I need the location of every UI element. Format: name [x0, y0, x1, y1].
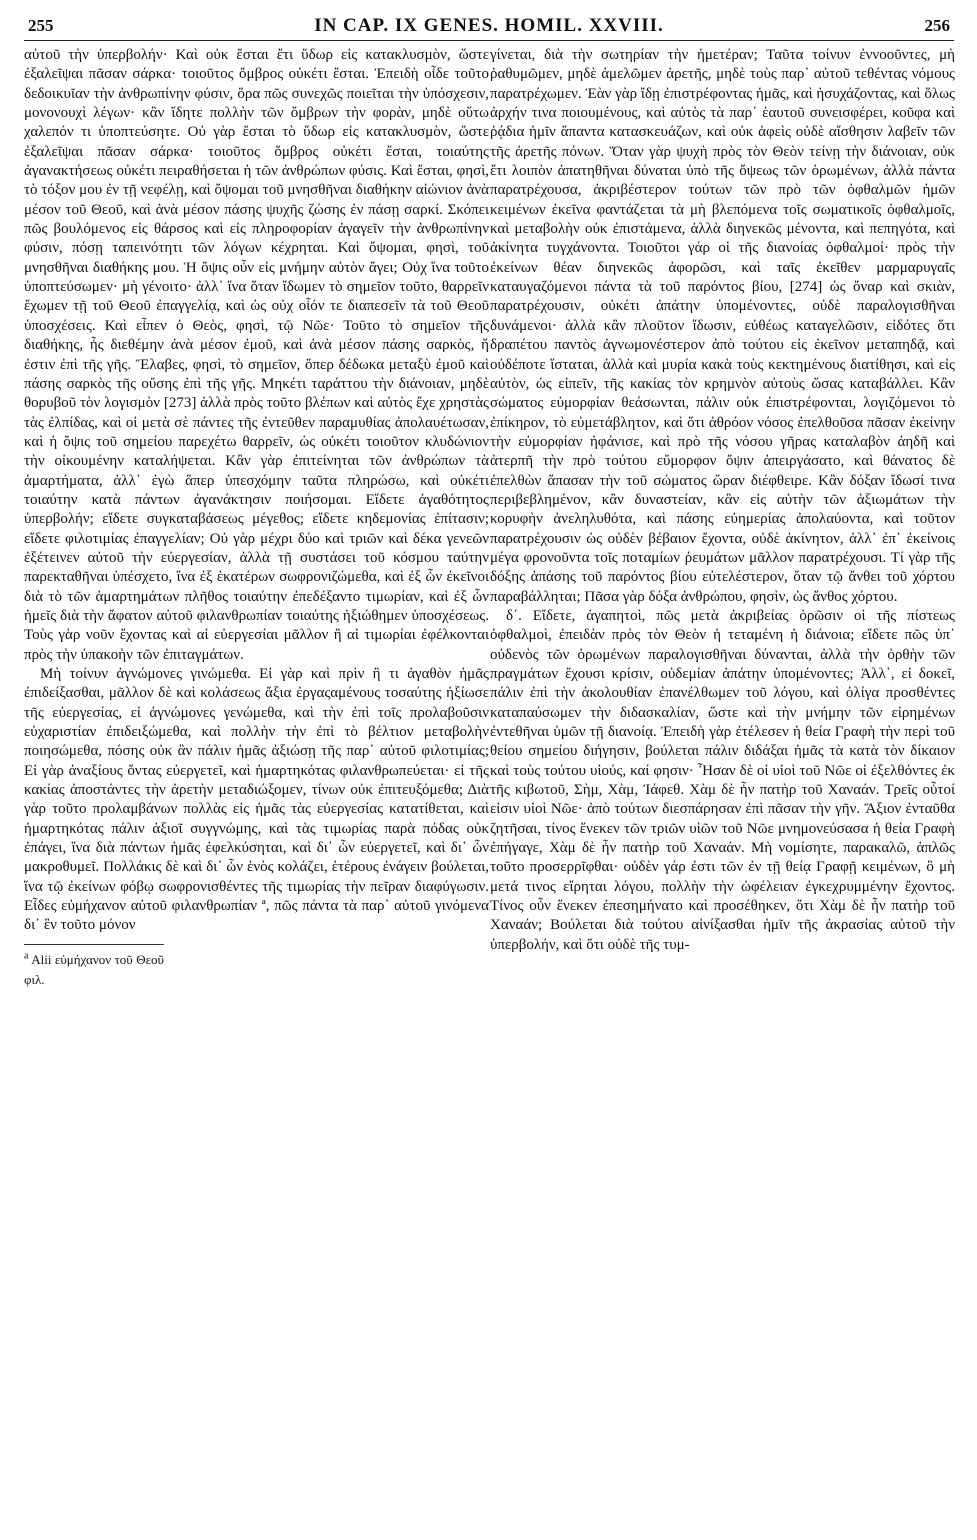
right-page-number: 256	[924, 16, 950, 35]
left-column	[24, 46, 489, 1526]
paragraph: δ΄. Εἴδετε, ἀγαπητοὶ, πῶς μετὰ ἀκριβείας ὁρῶσιν οἱ τῆς πίστεως ὀφθαλμοὶ, ἐπειδὰν πρὸς τὸν Θεὸν ἡ τεταμένη ἡ διάνοια; εἴδετε πῶς ὑπ᾿ οὐδενὸς τῶν ὁρωμένων παραλογισθῆναι δύνανται, ἀλλὰ τὴν ὀρθὴν τῶν πραγμάτων ἔχουσι κρίσιν, οὐδεμίαν ἀπάτην ὑπομένοντες; Ἀλλ᾿, εἰ δοκεῖ, πάλιν ἐπὶ τὴν ἀκολουθίαν ἐπανέλθωμεν τοῦ λόγου, καὶ ὀλίγα προσθέντες καταπαύσωμεν τὴν διδασκαλίαν, ὥστε καὶ τὴν μνήμην τῶν εἰρημένων ἐντεθῆναι ὑμῶν τῇ διανοίᾳ. Ἐπειδὴ γὰρ ἐτέλεσεν ἡ θεία Γραφὴ τὴν περὶ τοῦ θείου σημείου διήγησιν, βούλεται πάλιν διδάξαι ἡμᾶς τὰ κατὰ τὸν δίκαιον καὶ τοὺς τούτου υἱούς, καί φησιν· Ἦσαν δὲ οἱ υἱοὶ τοῦ Νῶε οἱ ἐξελθόντες ἐκ τῆς κιβωτοῦ, Σὴμ, Χὰμ, Ἰάφεθ. Χὰμ δὲ ἦν πατὴρ τοῦ Χαναάν. Τρεῖς οὗτοί εἰσιν υἱοὶ Νῶε· ἀπὸ τούτων διεσπάρησαν ἐπὶ πᾶσαν τὴν γῆν. Ἄξιον ἐνταῦθα ζητῆσαι, τίνος ἕνεκεν τῶν τριῶν υἱῶν τοῦ Νῶε μνημονεύσασα ἡ θεία Γραφὴ ἐπήγαγε, Χὰμ δὲ ἦν πατὴρ τοῦ Χαναάν. Μὴ νομίσητε, παρακαλῶ, ἁπλῶς τοῦτο προσερρῖφθαι· οὐδὲν γάρ ἐστι τῶν ἐν τῇ θείᾳ Γραφῇ κειμένων, ὃ μὴ μετά τινος εἴρηται λόγου, πολλὴν τὴν ὠφέλειαν ἐγκεχρυμμένην ἔχοντος. Τίνος οὖν ἕνεκεν ἐπεσημήνατο καὶ προσέθηκεν, ὅτι Χὰμ δὲ ἦν πατὴρ τοῦ Χαναάν; Βούλεται διὰ τούτου αἰνίξασθαι ἡμῖν τῆς ἀκρασίας αὐτοῦ τὴν ὑπερβολήν, καὶ ὅτι οὐδὲ τῆς τυμ-	[490, 607, 955, 953]
paragraph: αὐτοῦ τὴν ὑπερβολήν· Καὶ οὐκ ἔσται ἔτι ὕδωρ εἰς κατακλυσμὸν, ὥστε ἐξαλεῖψαι πᾶσαν σάρκα· τοιοῦτος ὄμβρος οὐκέτι ἔσται. Ἐπειδὴ οἶδε τοῦτο δεδοικυῖαν τὴν ἀνθρωπίνην φύσιν, ὅρα πῶς συνεχῶς ποιεῖται τὴν ὑπόσχεσιν, μονονουχὶ λέγων· κἂν ἴδητε πολλὴν τῶν ὄμβρων τὴν φορὰν, μηδὲ οὕτω χαλεπόν τι ὑποπτεύσητε. Οὐ γὰρ ἔσται τὸ ὕδωρ εἰς κατακλυσμὸν, ὥστε ἐξαλεῖψαι πᾶσαν σάρκα· τοιοῦτος ὄμβρος οὐκέτι ἔσται, τοιαύτης ἀγανακτήσεως οὐκέτι πειραθήσεται ἡ τῶν ἀνθρώπων φύσις. Καὶ ἔσται, φησὶ, τὸ τόξον μου ἐν τῇ νεφέλῃ, καὶ ὄψομαι τοῦ μνησθῆναι διαθήκην αἰώνιον ἀνὰ μέσον τοῦ Θεοῦ, καὶ ἀνὰ μέσον πάσης ψυχῆς ζώσης ἐν πάσῃ σαρκί. Σκόπει πῶς βουλόμενος εἰς θάρσος καὶ εἰς πληροφορίαν ἀγαγεῖν τὴν ἀνθρωπίνην φύσιν, πόσῃ ταπεινότητι τῶν λόγων κέχρηται. Καὶ ὄψομαι, φησὶ, τοῦ μνησθῆναι διαθήκης μου. Ἡ ὄψις οὖν εἰς μνήμην αὐτὸν ἄγει; Οὐχ ἵνα τοῦτο ὑποπτεύσωμεν· μὴ γένοιτο· ἀλλ᾿ ἵνα ὅταν ἴδωμεν τὸ σημεῖον τοῦτο, θαρρεῖν ἔχωμεν τῇ τοῦ Θεοῦ ἐπαγγελίᾳ, καὶ ὡς οὐχ οἷόν τε διαπεσεῖν τὰ τοῦ Θεοῦ ὑποσχέσεις. Καὶ εἶπεν ὁ Θεὸς, φησὶ, τῷ Νῶε· Τοῦτο τὸ σημεῖον τῆς διαθήκης, ἧς διεθέμην ἀνὰ μέσον ἐμοῦ, καὶ ἀνὰ μέσον πάσης σαρκὸς, ἥ ἐστιν ἐπὶ τῆς γῆς. Ἔλαβες, φησὶ, τὸ σημεῖον, ὅπερ δέδωκα μεταξὺ ἐμοῦ καὶ πάσης σαρκὸς τῆς οὔσης ἐπὶ τῆς γῆς. Μηκέτι ταράττου τὴν διάνοιαν, μηδὲ θορυβοῦ τὸν λογισμὸν [273] ἀλλὰ πρὸς τοῦτο βλέπων καὶ αὐτὸς ἔχε χρηστὰς τὰς ἐλπίδας, καὶ οἱ μετὰ σὲ πάντες τῆς ἐντεῦθεν παραμυθίας ἀπολαυέτωσαν, καὶ ἡ ὄψις τοῦ σημείου παρεχέτω θαρρεῖν, ὡς οὐκέτι τοιοῦτον κλυδώνιον τὴν οἰκουμένην καταλήψεται. Κἂν γὰρ ἐπιτείνηται τῶν ἀνθρώπων τὰ ἁμαρτήματα, ἀλλ᾿ ἐγὼ ἅπερ ὑπεσχόμην ταῦτα πληρώσω, καὶ οὐκέτι τοιαύτην κατὰ πάντων ἀγανάκτησιν ποιήσομαι. Εἴδετε ἀγαθότητος ὑπερβολήν; εἴδετε συγκαταβάσεως μέγεθος; εἴδετε κηδεμονίας ἐπίτασιν; εἴδετε φιλοτιμίας ἐπαγγελίαν; Οὐ γὰρ μέχρι δύο καὶ τριῶν καὶ δέκα γενεῶν ἐξέτεινεν αὐτοῦ τὴν εὐεργεσίαν, ἀλλὰ τῇ συστάσει τοῦ κόσμου ταύτην παρεκταθῆναι ὑπέσχετο, ἵνα ἐξ ἑκατέρων σωφρονιζώμεθα, καὶ ἐξ ὧν ἐκεῖνοι διὰ τὸ τῶν ἁμαρτημάτων πλῆθος τοιαύτην ἐπεδέξαντο τιμωρίαν, καὶ ἐξ ὧν ἡμεῖς διὰ τὴν ἄφατον αὐτοῦ φιλανθρωπίαν τοιαύτης ἠξιώθημεν ὑποσχέσεως. Τοὺς γὰρ νοῦν ἔχοντας καὶ αἱ εὐεργεσίαι μᾶλλον ἢ αἱ τιμωρίαι ἐφέλκονται πρὸς τὴν ὑπακοὴν τῶν ἐπιταγμάτων.	[24, 47, 489, 663]
footnote-text: Alii εὐμήχανον τοῦ Θεοῦ φιλ.	[24, 952, 164, 988]
footnote-mark: a	[24, 950, 29, 962]
right-column	[490, 46, 955, 1526]
running-title: IN CAP. IX GENES. HOMIL. XXVIII.	[314, 15, 664, 36]
paragraph: γίνεται, διὰ τὴν σωτηρίαν τὴν ἡμετέραν; Ταῦτα τοίνυν ἐννοοῦντες, μὴ ῥαθυμῶμεν, μηδὲ ἀμελῶμεν ἀρετῆς, μηδὲ τοὺς παρ᾿ αὐτοῦ τεθέντας νόμους παρατρέχωμεν. Ἐὰν γὰρ ἴδῃ ἐπιστρέφοντας ἡμᾶς, καὶ ἡσυχάζοντας, καὶ ὅλως ἀρχήν τινα ποιουμένους, καὶ αὐτὸς τὰ παρ᾿ ἑαυτοῦ συνεισφέρει, κοῦφα καὶ ῥᾴδια ἡμῖν ἅπαντα κατασκευάζων, καὶ οὐκ ἀφεὶς οὐδὲ αἴσθησιν λαβεῖν τῶν τῆς ἀρετῆς πόνων. Ὅταν γὰρ ψυχὴ πρὸς τὸν Θεὸν τείνῃ τὴν διάνοιαν, οὐκ ἔτι λοιπὸν ἀπατηθῆναι δύναται ὑπὸ τῆς ὄψεως τῶν ὁρωμένων, ἀλλὰ πάντα παρατρέχουσα, ἀκριβέστερον τούτων τῶν πρὸ τῶν ὀφθαλμῶν ἡμῶν κειμένων ἐκεῖνα φαντάζεται τὰ μὴ βλεπόμενα τοῖς σωματικοῖς ὀφθαλμοῖς, καὶ μεταβολὴν οὐκ ἐπιστάμενα, ἀλλὰ διηνεκῶς μένοντα, καὶ πεπηγότα, καὶ ἀκίνητα τυγχάνοντα. Τοιοῦτοι γάρ οἱ τῆς διανοίας ὀφθαλμοί· πρὸς τὴν ἐκείνων θέαν διηνεκῶς ἀφορῶσι, καὶ ταῖς ἐκεῖθεν μαρμαρυγαῖς καταυγαζόμενοι πάντα τὰ τοῦ παρόντος βίου, [274] ὡς ὄναρ καὶ σκιὰν, παρατρέχουσιν, οὐκέτι ἀπάτην ὑπομένοντες, οὐδὲ παραλογισθῆναι δυνάμενοι· ἀλλὰ κἂν πλοῦτον ἴδωσιν, εὐθέως καταγελῶσιν, εἰδότες ὅτι δραπέτου παντὸς ἀγνωμονέστερον ἀπὸ τούτου εἰς ἐκεῖνον μεταπηδᾷ, καὶ οὐδέποτε ἵσταται, ἀλλὰ καὶ μυρία κακὰ τοὺς κεκτημένους διατίθησι, καὶ εἰς αὐτὸν, ὡς εἰπεῖν, τῆς κακίας τὸν κρημνὸν αὐτοὺς ὥσας καταβάλλει. Κἂν σώματος εὐμορφίαν θεάσωνται, πάλιν οὐκ ἐπιστρέφονται, λογιζόμενοι τὸ ἐπίκηρον, τὸ εὐμετάβλητον, καὶ ὅτι ἀθρόον νόσος ἐπελθοῦσα πᾶσαν ἐκείνην τὴν εὐμορφίαν ἠφάνισε, καὶ πρὸ τῆς νόσου γῆρας καταλαβὸν ἀηδῆ καὶ ἀτερπῆ τὴν πρὸ τούτου εὔμορφον ὄψιν ἀπειργάσατο, καὶ θάνατος δὲ ἐπελθὼν ἅπασαν τὴν τοῦ σώματος ὥραν διέφθειρε. Κἂν δόξαν ἴδωσί τινα περιβεβλημένον, κἂν δυναστείαν, κἂν εἰς αὐτὴν τῶν ἀξιωμάτων τὴν κορυφὴν ἀνεληλυθότα, καὶ πάσης εὐημερίας ἀπολαύοντα, καὶ τοῦτον παρατρέχουσιν ὡς οὐδὲν βέβαιον ἔχοντα, οὐδὲ ἀκίνητον, ἀλλ᾿ ἐπ᾿ ἐκείνοις μέγα φρονοῦντα τοῖς ποταμίων ῥευμάτων μᾶλλον παρατρέχουσι. Τί γὰρ τῆς δόξης ἁπάσης τοῦ παρόντος βίου εὐτελέστερον, ὅταν τῷ ἄνθει τοῦ χόρτου παραβάλληται; Πᾶσα γὰρ δόξα ἀνθρώπου, φησὶν, ὡς ἄνθος χόρτου.	[490, 47, 955, 605]
footnote	[24, 944, 164, 991]
page-header	[24, 14, 954, 41]
left-page-number: 255	[28, 16, 54, 35]
paragraph: Μὴ τοίνυν ἀγνώμονες γινώμεθα. Εἰ γὰρ καὶ πρὶν ἢ τι ἀγαθὸν ἡμᾶς ἐπιδείξασθαι, μᾶλλον δὲ καὶ κολάσεως ἄξια ἐργαςαμένους τοσαύτης ἠξίωσε τῆς εὐεργεσίας, εἰ ἀγνώμονες γενώμεθα, καὶ τὴν ἐπὶ τοῖς προλαβοῦσιν εὐχαριστίαν ἐπιδειξώμεθα, καὶ πολλὴν τὴν ἐπὶ τὸ βέλτιον μεταβολὴν ποιησώμεθα, πόσης οὐκ ἂν πάλιν ἡμᾶς ἀξιώσῃ τῆς παρ᾿ αὐτοῦ φιλοτιμίας; Εἰ γὰρ ἀναξίους ὄντας εὐεργετεῖ, καὶ ἡμαρτηκότας φιλανθρωπεύεται· εἰ τῆς κακίας ἀποστάντες τὴν ἀρετὴν μεταδιώξομεν, τίνων οὐκ ἐπιτευξόμεθα; Διὰ γὰρ τοῦτο προλαμβάνων πολλὰς εἰς ἡμᾶς τὰς εὐεργεσίας κατατίθεται, καὶ ἡμαρτηκότας πάλιν ἀξιοῖ συγγνώμης, καὶ τὰς τιμωρίας παρὰ πόδας οὐκ ἐπάγει, ἵνα διὰ πάντων ἡμᾶς ἐφελκύσηται, καὶ δι᾿ ὧν εὐεργετεῖ, καὶ δι᾿ ὧν μακροθυμεῖ. Πολλάκις δὲ καὶ δι᾿ ὧν ἑνὸς κολάζει, ἑτέρους ἐνάγειν βούλεται, ἵνα τῷ ἐκείνων φόβῳ σωφρονισθέντες τῆς τιμωρίας τὴν πεῖραν διαφύγωσιν. Εἶδες εὐμήχανον αὐτοῦ φιλανθρωπίαν ª, πῶς πάντα τὰ παρ᾿ αὐτοῦ γινόμενα δι᾿ ἓν τοῦτο μόνον	[24, 666, 489, 934]
